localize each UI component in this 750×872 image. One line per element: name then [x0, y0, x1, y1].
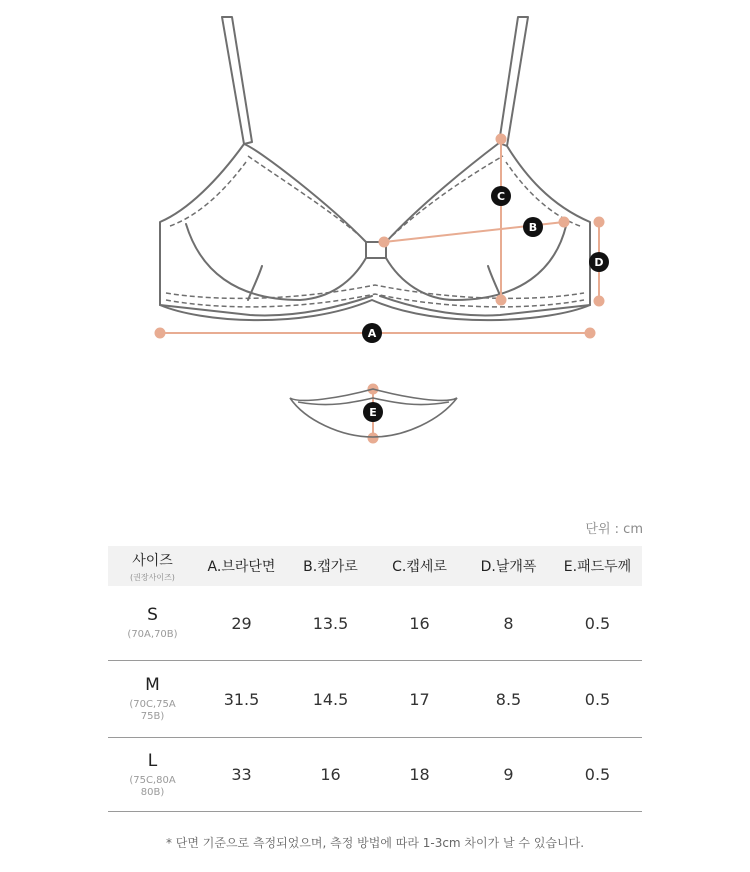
table-row: [108, 738, 642, 812]
size-recommended: (70A,70B): [127, 629, 178, 640]
cell-e: 0.5: [553, 661, 642, 738]
table-header-row: [108, 546, 642, 586]
cell-a: 31.5: [197, 661, 286, 738]
measure-b-end: [560, 218, 569, 227]
measure-a-start: [156, 329, 165, 338]
cell-a: 29: [197, 586, 286, 661]
cell-d: 8.5: [464, 661, 553, 738]
header-size-label: 사이즈: [132, 552, 173, 569]
size-recommended: (70C,75A 75B): [129, 699, 176, 722]
right-stitch-top: [392, 156, 506, 236]
stitching: [166, 156, 584, 307]
cell-c: 16: [375, 586, 464, 661]
marker-a: [362, 323, 382, 343]
measure-c-end: [497, 296, 506, 305]
header-size-sub: (권장사이즈): [130, 572, 175, 582]
cell-a: 33: [197, 738, 286, 812]
header-a: A.브라단면: [197, 546, 286, 586]
left-cup-inner: [186, 224, 366, 300]
right-cup-inner: [386, 226, 566, 300]
cell-b: 13.5: [286, 586, 375, 661]
marker-c: [491, 186, 511, 206]
cell-size: [108, 586, 197, 661]
measurements: [156, 135, 604, 443]
marker-b: [523, 217, 543, 237]
size-table: [108, 546, 642, 812]
cell-b: 14.5: [286, 661, 375, 738]
left-strap: [222, 17, 252, 144]
header-d: D.날개폭: [464, 546, 553, 586]
left-stitch-side: [170, 162, 246, 226]
cell-b: 16: [286, 738, 375, 812]
unit-note: 단위 : cm: [585, 522, 643, 537]
cell-c: 18: [375, 738, 464, 812]
measure-a-end: [586, 329, 595, 338]
marker-d: [589, 252, 609, 272]
right-cup-outline: [386, 143, 499, 242]
size-recommended: (75C,80A 80B): [129, 774, 176, 798]
cell-d: 9: [464, 738, 553, 812]
size-name: M: [145, 675, 160, 695]
table-row: [108, 586, 642, 661]
left-stitch-top: [248, 156, 360, 236]
cell-size: [108, 661, 197, 738]
marker-c-label: C: [496, 190, 506, 203]
left-side-outline: [160, 144, 372, 315]
header-e: E.패드두께: [553, 546, 642, 586]
cell-e: 0.5: [553, 738, 642, 812]
marker-b-label: B: [528, 221, 538, 234]
header-b: B.캡가로: [286, 546, 375, 586]
marker-e: [363, 402, 383, 422]
marker-d-label: D: [594, 256, 604, 269]
footnote: * 단면 기준으로 측정되었으며, 측정 방법에 따라 1-3cm 차이가 날 수 있습니다.: [165, 836, 585, 850]
bra-outline: [160, 17, 590, 320]
right-stitch-side: [506, 162, 580, 226]
measure-e-end: [369, 434, 378, 443]
cell-size: [108, 738, 197, 812]
header-size: [108, 546, 197, 586]
band-bottom: [160, 300, 590, 320]
size-name: L: [147, 750, 158, 771]
cell-e: 0.5: [553, 586, 642, 661]
table-row: [108, 661, 642, 738]
size-name: S: [147, 605, 158, 625]
measure-d-end: [595, 297, 604, 306]
marker-e-label: E: [369, 406, 377, 419]
header-c: C.캡세로: [375, 546, 464, 586]
cell-c: 17: [375, 661, 464, 738]
measure-d-start: [595, 218, 604, 227]
measure-c-start: [497, 135, 506, 144]
marker-a-label: A: [367, 327, 377, 340]
band-stitch-upper: [166, 285, 584, 298]
left-cup-outline: [244, 144, 366, 242]
cell-d: 8: [464, 586, 553, 661]
measure-b-start: [380, 238, 389, 247]
right-strap: [499, 17, 528, 146]
